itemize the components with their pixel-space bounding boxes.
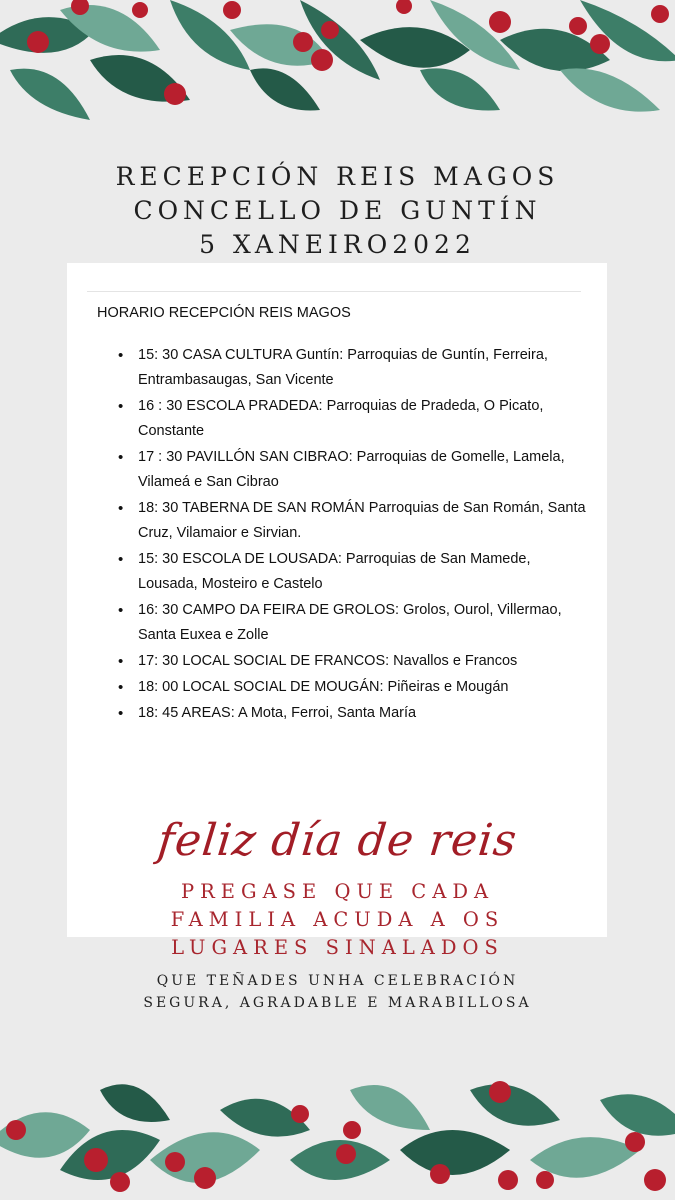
holly-garland-top (0, 0, 675, 150)
schedule-item: • 16: 30 CAMPO DA FEIRA DE GROLOS: Grolos, Ourol, Villermao, Santa Euxea e Zolle (117, 598, 587, 648)
family-notice (0, 878, 675, 962)
schedule-list (117, 343, 587, 727)
card-divider (87, 291, 581, 292)
schedule-title: HORARIO RECEPCIÓN REIS MAGOS (97, 305, 351, 321)
notice-line: FAMILIA ACUDA A OS (170, 908, 505, 931)
header-organizer: CONCELLO DE GUNTÍN (133, 196, 542, 225)
schedule-item: • 17: 30 LOCAL SOCIAL DE FRANCOS: Navallos e Francos (117, 649, 587, 674)
schedule-item: • 18: 45 AREAS: A Mota, Ferroi, Santa María (117, 701, 587, 726)
schedule-item: • 17 : 30 PAVILLÓN SAN CIBRAO: Parroquias de Gomelle, Lamela, Vilameá e San Cibrao (117, 445, 587, 495)
holly-garland-bottom (0, 1050, 675, 1200)
schedule-item: • 18: 30 TABERNA DE SAN ROMÁN Parroquias de San Román, Santa Cruz, Vilamaior e Sirvian. (117, 496, 587, 546)
holly-leaves-top (0, 0, 675, 120)
celebration-wish (0, 970, 675, 1014)
greeting-script: feliz día de reis (155, 815, 520, 866)
header-date: 5 XANEIRO2022 (199, 230, 476, 259)
schedule-item: • 15: 30 ESCOLA DE LOUSADA: Parroquias de San Mamede, Lousada, Mosteiro e Castelo (117, 547, 587, 597)
wish-line: SEGURA, AGRADABLE E MARABILLOSA (143, 995, 532, 1011)
notice-line: PREGASE QUE CADA (180, 880, 495, 903)
schedule-item: • 16 : 30 ESCOLA PRADEDA: Parroquias de Pradeda, O Picato, Constante (117, 394, 587, 444)
notice-line: LUGARES SINALADOS (171, 936, 504, 959)
wish-line: QUE TEÑADES UNHA CELEBRACIÓN (156, 973, 519, 989)
event-header (0, 160, 675, 262)
header-title: RECEPCIÓN REIS MAGOS (115, 162, 560, 191)
schedule-item: • 15: 30 CASA CULTURA Guntín: Parroquias de Guntín, Ferreira, Entrambasaugas, San Vicente (117, 343, 587, 393)
schedule-item: • 18: 00 LOCAL SOCIAL DE MOUGÁN: Piñeiras e Mougán (117, 675, 587, 700)
